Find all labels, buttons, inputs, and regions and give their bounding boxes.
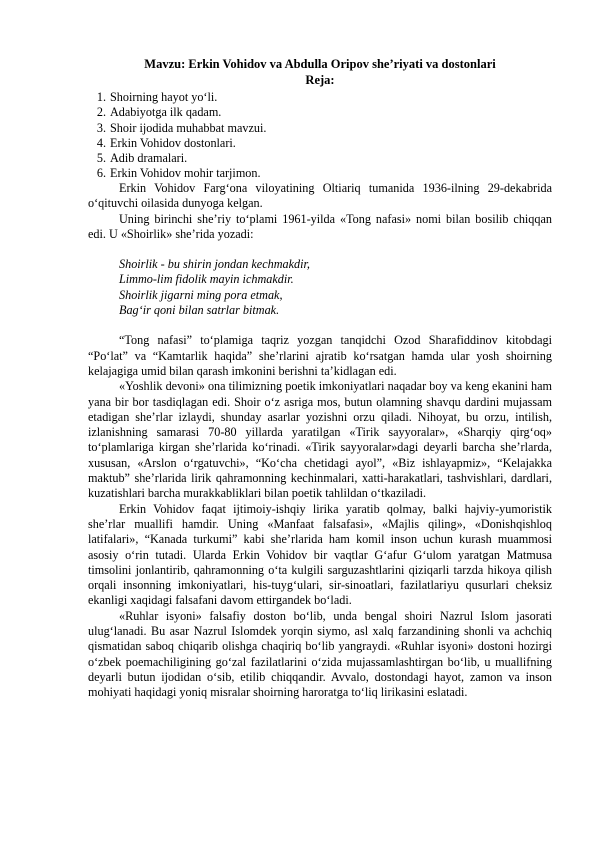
plan-item-number: 4. (96, 135, 106, 150)
plan-heading: Reja: (305, 73, 335, 87)
document-body (88, 181, 552, 701)
poem-line: Shoirlik - bu shirin jondan kechmakdir, (119, 257, 310, 272)
paragraph: «Ruhlar isyoni» falsafiy doston bo‘lib, unda bengal shoiri Nazrul Islom jasorati ulug‘lanadi. Bu asar Nazrul Islomdek yorqin siymo, asl xalq farzandining shonli va achchiq qismatidan saboq chiqarib olishga chaqiriq bo‘lib yangraydi. «Ruhlar isyoni» dostoni hozirgi o‘zbek poemachiligining go‘zal fazilatlarini o‘zida mujassamlashtirgan bo‘lib, u muallifning deyarli butun ijodidan o‘sib, etilib chiqqandir. Avvalo, dostondagi hayot, zamon va inson mohiyati haqidagi yoniq misralar shoirning haroratga to‘liq lirikasini eslatadi. (88, 608, 552, 700)
plan-item-text: Adib dramalari. (110, 151, 188, 166)
plan-item (88, 136, 266, 151)
plan-item-number: 3. (96, 120, 106, 135)
paragraph: “Tong nafasi” to‘plamiga taqriz yozgan tanqidchi Ozod Sharafiddinov kitobdagi “Po‘lat” va “Kamtarlik haqida” she’rlarini ajratib ko‘rsatgan hamda ular yosh shoirning kelajagiga umid bilan qarash imkonini berishni ta’kidlagan edi. (88, 333, 552, 378)
plan-item-text: Shoir ijodida muhabbat mavzui. (110, 120, 267, 135)
plan-item (88, 151, 266, 166)
paragraph: Uning birinchi she’riy to‘plami 1961-yilda «Tong nafasi» nomi bilan bosilib chiqqan edi. U «Shoirlik» she’rida yozadi: (88, 211, 552, 241)
plan-item (88, 105, 266, 120)
plan-item-text: Erkin Vohidov dostonlari. (110, 135, 236, 150)
plan-item-text: Erkin Vohidov mohir tarjimon. (110, 166, 261, 181)
plan-item-number: 6. (96, 166, 106, 181)
paragraph: «Yoshlik devoni» ona tilimizning poetik imkoniyatlari naqadar boy va keng ekanini ham yana bir bor tasdiqlagan edi. Shoir o‘z asriga mos, butun olamning shavqu dardini mujassam etadigan she’rlar izlaydi, shunday asarlar yozishni orzu qiladi. Nihoyat, bu orzu, intilish, izlanishning samarasi 70-80 yillarda yaratilgan «Tirik sayyoralar», «Sharqiy qirg‘oq» to‘plamlariga kirgan she’rlarida ko‘rinadi. «Tirik sayyoralar»dagi deyarli barcha she’rlarda, xususan, «Arslon o‘rgatuvchi», “Ko‘cha chetidagi ayol”, «Biz ishlayapmiz», “Kelajakka maktub” she’rlarida lirik qahramonning kechinmalari, xatti-harakatlari, tashvishlari, dardlari, kuzatishlari barcha murakkabliklari bilan poetik tahlildan o‘tkaziladi. (88, 379, 552, 501)
poem-line: Shoirlik jigarni ming pora etmak, (119, 287, 283, 302)
plan-item-number: 1. (96, 90, 106, 104)
document-title: Mavzu: Erkin Vohidov va Abdulla Oripov she’riyati va dostonlari (144, 57, 496, 71)
poem-line: Limmo-lim fidolik mayin ichmakdir. (119, 272, 294, 287)
plan-list (88, 90, 266, 182)
plan-item-text: Adabiyotga ilk qadam. (110, 105, 222, 120)
poem-line: Bag‘ir qoni bilan satrlar bitmak. (119, 303, 280, 318)
plan-item-number: 5. (96, 151, 106, 166)
plan-item-text: Shoirning hayot yo‘li. (110, 90, 218, 104)
paragraph: Erkin Vohidov faqat ijtimoiy-ishqiy lirika yaratib qolmay, balki hajviy-yumoristik she’rlar muallifi hamdir. Uning «Manfaat falsafasi», «Majlis qiling», «Donishqishloq latifalari», “Kanada turkumi” kabi she’rlarida ham komil inson uchun kurash muammosi asosiy o‘rin tutadi. Ularda Erkin Vohidov bir vaqtlar G‘afur G‘ulom yaratgan Matmusa timsolini jonlantirib, qahramonning o‘ta kulgili sarguzashtlarini qiziqarli tarzda hikoya qilish orqali insonning imkoniyatlari, his-tuyg‘ulari, sir-sinoatlari, fazilatlariyu qusurlari cheksiz ekanligi xaqidagi falsafani davom ettirgandek bo‘ladi. (88, 501, 552, 608)
paragraph: Erkin Vohidov Farg‘ona viloyatining Oltiariq tumanida 1936-ilning 29-dekabrida o‘qituvchi oilasida dunyoga kelgan. (88, 181, 552, 211)
plan-item (88, 90, 266, 105)
plan-item-number: 2. (96, 105, 106, 120)
plan-item (88, 121, 266, 136)
plan-item (88, 166, 266, 181)
poem-quote (119, 257, 552, 318)
